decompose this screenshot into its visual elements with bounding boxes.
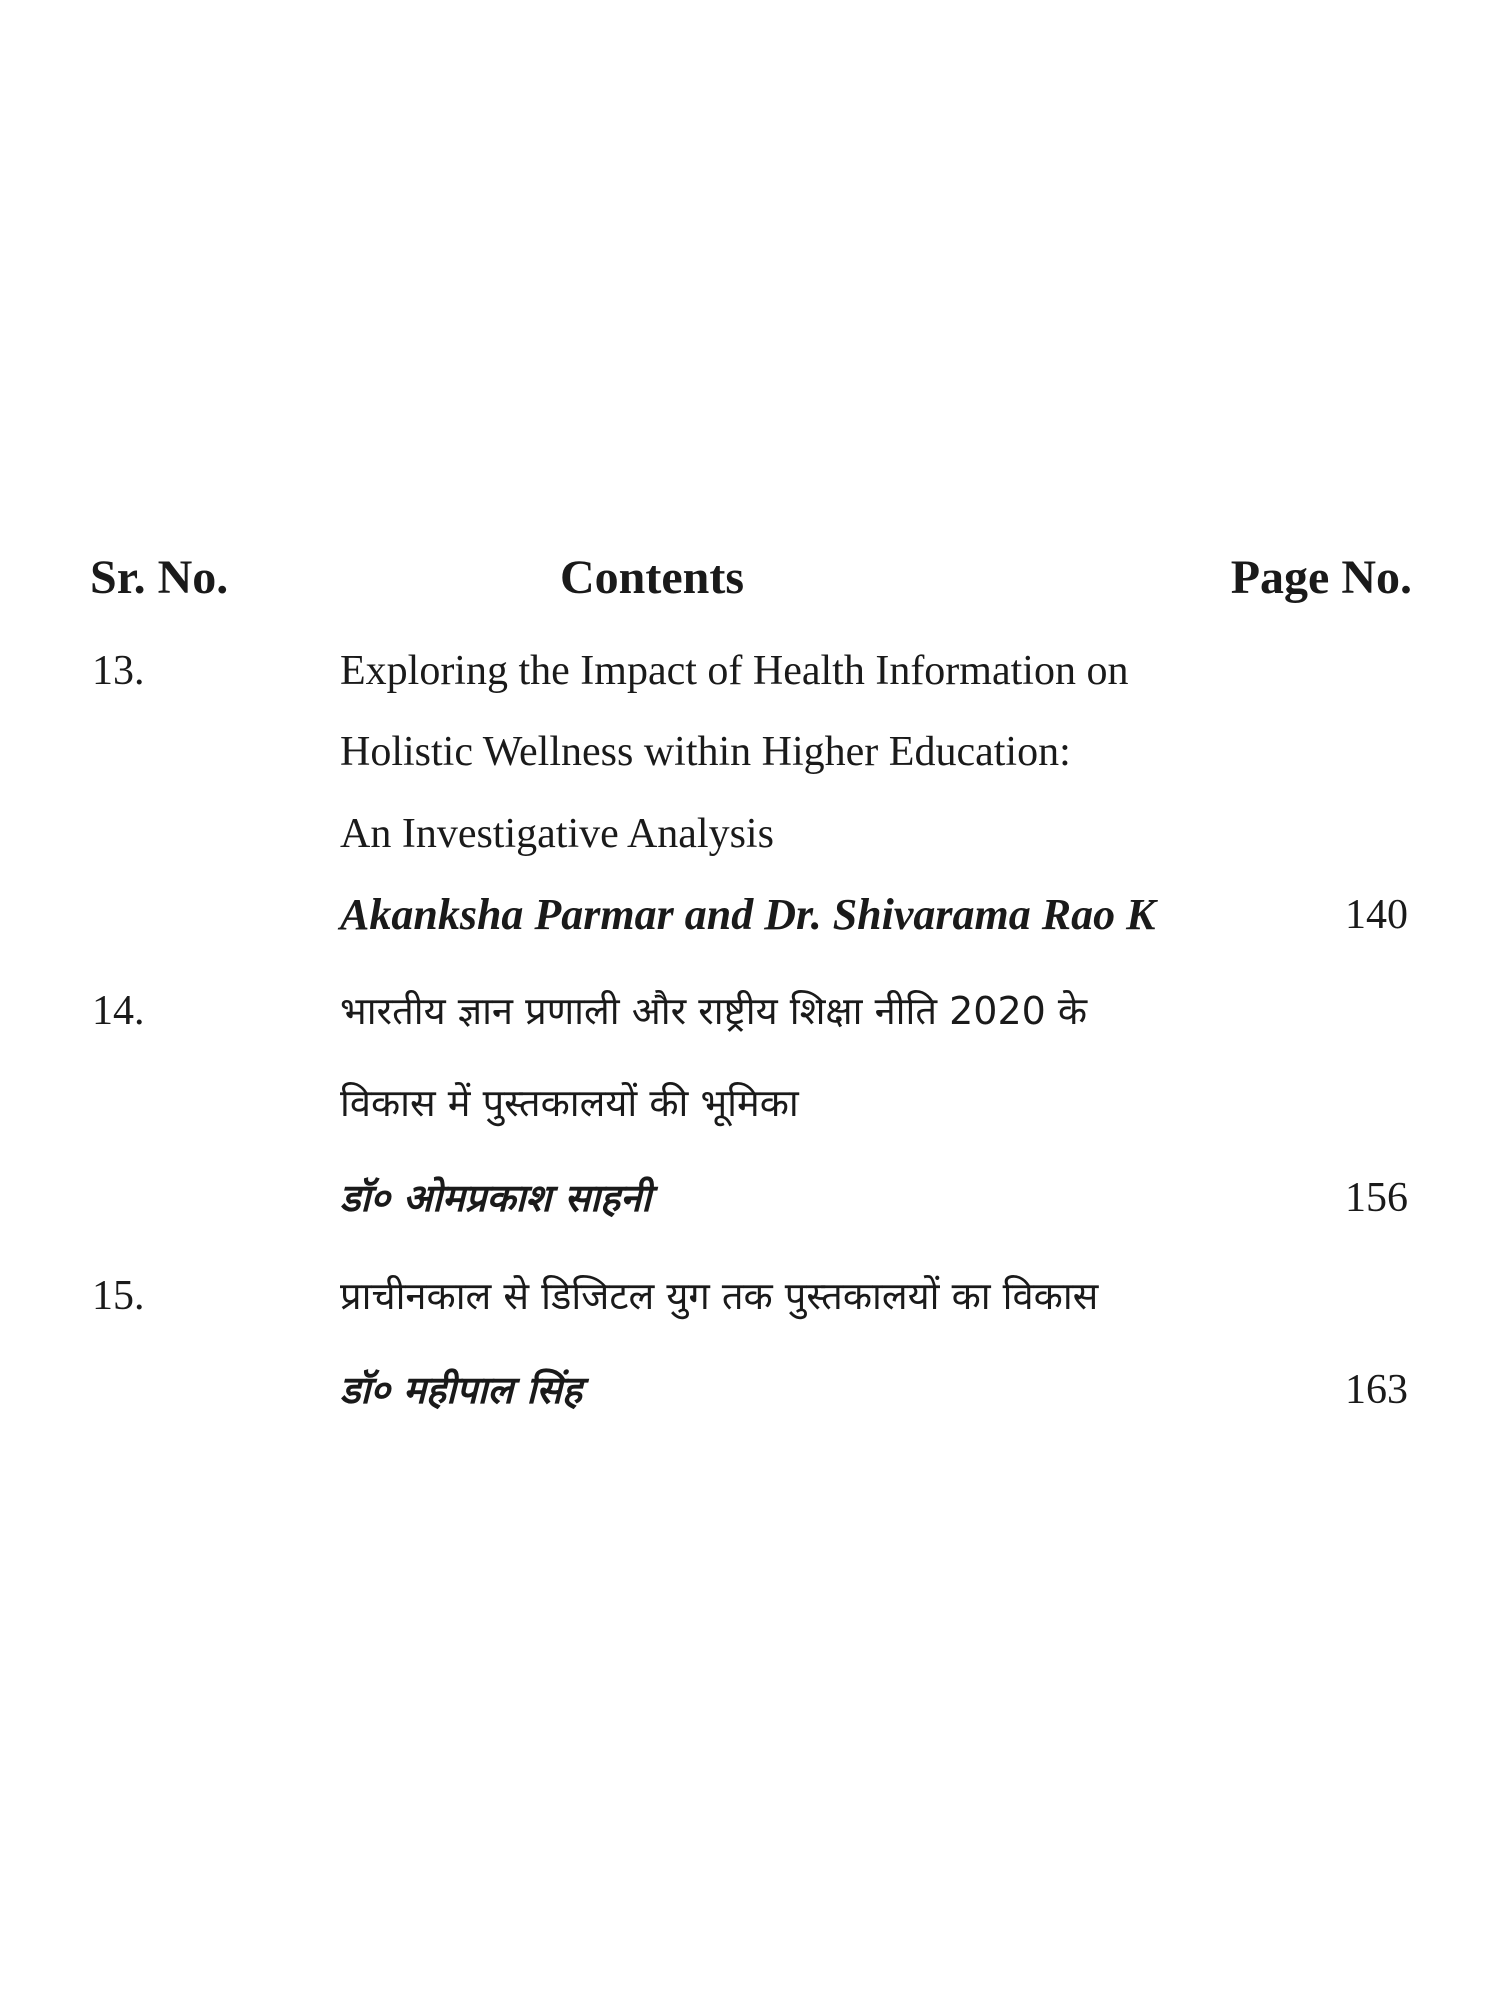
contents-header: Contents <box>560 551 745 604</box>
entry-authors: Akanksha Parmar and Dr. Shivarama Rao K <box>340 890 1156 939</box>
entry-title-line: विकास में पुस्तकालयों की भूमिका <box>340 1081 799 1125</box>
entry-title-line: भारतीय ज्ञान प्रणाली और राष्ट्रीय शिक्षा नीति 2020 के <box>340 989 1088 1033</box>
entry-number: 15. <box>92 1273 145 1319</box>
entry-authors: डॉ० महीपाल सिंह <box>340 1368 583 1412</box>
entry-title-line: Exploring the Impact of Health Information on <box>340 648 1129 694</box>
sr-no-header: Sr. No. <box>90 551 229 604</box>
entry-authors: डॉ० ओमप्रकाश साहनी <box>340 1176 652 1220</box>
entry-page-number: 156 <box>1345 1175 1408 1221</box>
entry-title-line: An Investigative Analysis <box>340 811 774 857</box>
page-no-header: Page No. <box>1230 551 1412 604</box>
entry-number: 14. <box>92 988 145 1034</box>
entry-page-number: 163 <box>1345 1367 1408 1413</box>
entry-page-number: 140 <box>1345 892 1408 938</box>
entry-number: 13. <box>92 648 145 694</box>
entry-title-line: प्राचीनकाल से डिजिटल युग तक पुस्तकालयों का विकास <box>340 1274 1099 1318</box>
entry-title-line: Holistic Wellness within Higher Education: <box>340 729 1071 775</box>
